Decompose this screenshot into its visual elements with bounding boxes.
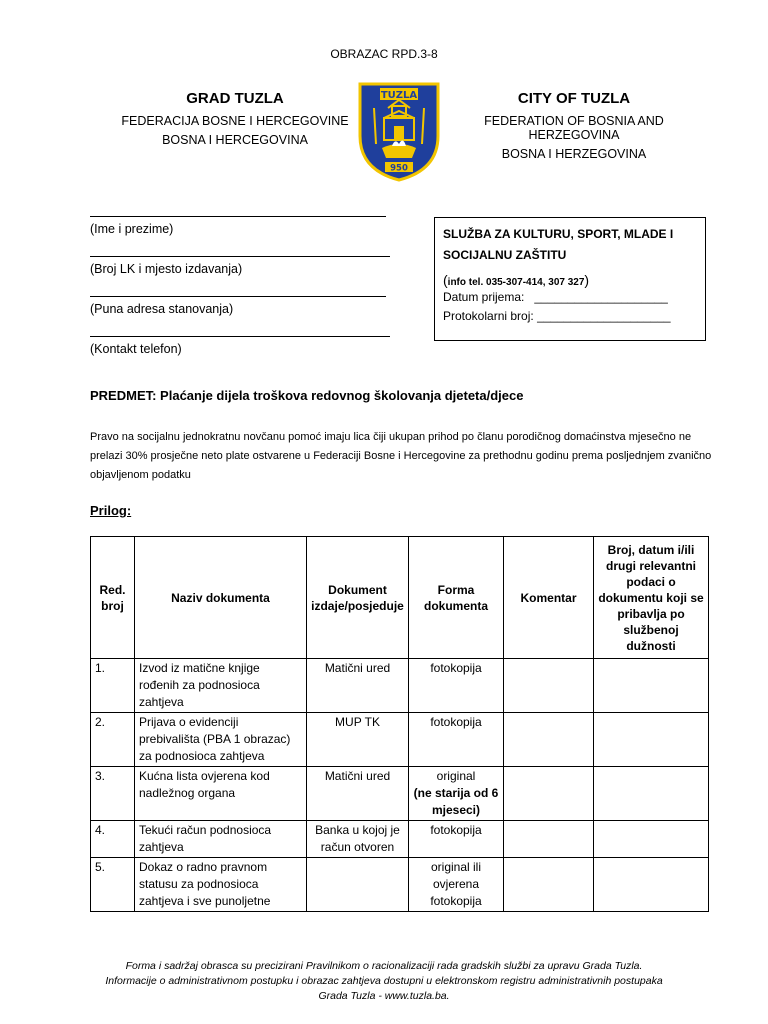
row-no: 2.: [91, 713, 135, 767]
header-document-form: Forma dokumenta: [409, 537, 504, 659]
address-field-label: (Puna adresa stanovanja): [90, 302, 234, 316]
row-issuer: [307, 858, 409, 912]
office-name-line2: SOCIJALNU ZAŠTITU: [443, 248, 567, 262]
footer-line2: Informacije o administrativnom postupku i obrazac zahtjeva dostupni u elektronskom registru administrativnih postupaka Grada Tuzla - www.tuzla.ba.: [105, 975, 663, 1002]
row-issuer: MUP TK: [307, 713, 409, 767]
row-form: fotokopija: [409, 821, 504, 858]
documents-table: [90, 536, 709, 912]
address-field-line[interactable]: [90, 296, 386, 297]
header-left-title: GRAD TUZLA: [186, 90, 284, 107]
row-comment[interactable]: [504, 858, 594, 912]
row-comment[interactable]: [504, 659, 594, 713]
table-row: [91, 821, 709, 858]
city-emblem: [354, 78, 444, 182]
header-right-line1: FEDERATION OF BOSNIA AND HERZEGOVINA: [484, 114, 664, 142]
header-left-line2: BOSNA I HERCEGOVINA: [162, 133, 308, 147]
row-form: original: [436, 769, 476, 783]
row-no: 3.: [91, 767, 135, 821]
row-comment[interactable]: [504, 713, 594, 767]
eligibility-paragraph: Pravo na socijalnu jednokratnu novčanu pomoć imaju lica čiji ukupan prihod po članu porodičnog domaćinstva mjesečno ne prelazi 30% prosječne neto plate ostvarene u Federaciji Bosne i Hercegovine za prethodnu godinu prema posljednjem zvanično objavljenom podatku: [90, 431, 712, 481]
header-no: Red. broj: [91, 537, 135, 659]
header-comment: Komentar: [504, 537, 594, 659]
office-info-text: info tel. 035-307-414, 307 327: [447, 277, 585, 288]
date-received-blank[interactable]: ____________________: [534, 290, 668, 304]
table-row: [91, 767, 709, 821]
city-emblem-icon: [354, 78, 444, 182]
row-no: 4.: [91, 821, 135, 858]
header-right-line2: BOSNA I HERZEGOVINA: [501, 147, 647, 161]
office-name-line1: SLUŽBA ZA KULTURU, SPORT, MLADE I: [443, 227, 674, 241]
form-code: OBRAZAC RPD.3-8: [330, 47, 438, 61]
footer-line1: Forma i sadržaj obrasca su precizirani Pravilnikom o racionalizaciji rada gradskih službi za upravu Grada Tuzla.: [125, 960, 643, 972]
protocol-number-row: [443, 307, 697, 326]
table-header-row: [91, 537, 709, 659]
id-card-field-label: (Broj LK i mjesto izdavanja): [90, 262, 243, 276]
header-document-name: Naziv dokumenta: [135, 537, 307, 659]
office-box: [434, 217, 706, 341]
row-form: fotokopija: [409, 713, 504, 767]
name-field-label: (Ime i prezime): [90, 222, 174, 236]
phone-field-label: (Kontakt telefon): [90, 342, 182, 356]
id-card-field-line[interactable]: [90, 256, 390, 257]
table-row: [91, 713, 709, 767]
row-comment[interactable]: [504, 767, 594, 821]
table-row: [91, 659, 709, 713]
row-issuer: Banka u kojoj je račun otvoren: [307, 821, 409, 858]
header-right: [440, 90, 708, 161]
emblem-year: 950: [390, 163, 408, 174]
row-issuer: Matični ured: [307, 659, 409, 713]
row-issuer: Matični ured: [307, 767, 409, 821]
header-left: [85, 90, 385, 147]
row-form-cell: [409, 767, 504, 821]
name-field-line[interactable]: [90, 216, 386, 217]
attachment-label: Prilog:: [90, 503, 132, 518]
row-form: original ili ovjerena fotokopija: [409, 858, 504, 912]
row-document-name: Izvod iz matične knjige rođenih za podnosioca zahtjeva: [135, 659, 307, 713]
row-form-note: (ne starija od 6 mjeseci): [413, 786, 499, 817]
row-official-data[interactable]: [594, 659, 709, 713]
row-document-name: Prijava o evidenciji prebivališta (PBA 1 obrazac) za podnosioca zahtjeva: [135, 713, 307, 767]
header-left-line1: FEDERACIJA BOSNE I HERCEGOVINE: [121, 114, 349, 128]
row-document-name: Kućna lista ovjerena kod nadležnog organa: [135, 767, 307, 821]
emblem-top-text: TUZLA: [380, 90, 418, 101]
header-official-data: Broj, datum i/ili drugi relevantni podaci o dokumentu koji se pribavlja po službenoj dužnosti: [594, 537, 709, 659]
row-official-data[interactable]: [594, 767, 709, 821]
protocol-number-blank[interactable]: ____________________: [537, 309, 671, 323]
footer: [100, 959, 668, 1004]
office-info: (info tel. 035-307-414, 307 327): [443, 272, 590, 288]
row-official-data[interactable]: [594, 821, 709, 858]
header-right-title: CITY OF TUZLA: [517, 90, 631, 107]
table-row: [91, 858, 709, 912]
row-document-name: Dokaz o radno pravnom statusu za podnosioca zahtjeva i sve punoljetne: [135, 858, 307, 912]
row-no: 5.: [91, 858, 135, 912]
date-received-label: Datum prijema:: [443, 290, 525, 304]
row-comment[interactable]: [504, 821, 594, 858]
header-issuer: Dokument izdaje/posjeduje: [307, 537, 409, 659]
row-document-name: Tekući račun podnosioca zahtjeva: [135, 821, 307, 858]
subject: PREDMET: Plaćanje dijela troškova redovnog školovanja djeteta/djece: [90, 388, 524, 403]
protocol-number-label: Protokolarni broj:: [443, 309, 534, 323]
date-received-row: [443, 288, 697, 307]
row-official-data[interactable]: [594, 858, 709, 912]
row-official-data[interactable]: [594, 713, 709, 767]
row-no: 1.: [91, 659, 135, 713]
phone-field-line[interactable]: [90, 336, 390, 337]
row-form: fotokopija: [409, 659, 504, 713]
